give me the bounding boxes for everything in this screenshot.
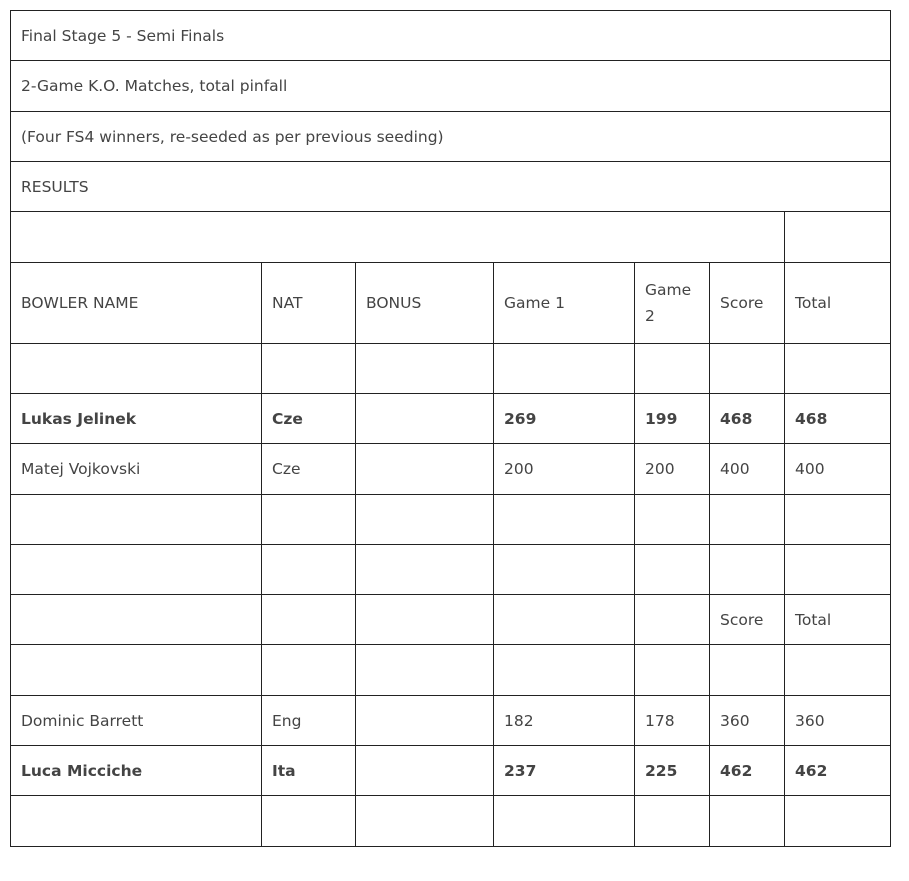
spacer-row <box>11 796 891 847</box>
empty-cell <box>785 212 891 263</box>
results-table <box>10 10 891 847</box>
col-header-nat: NAT <box>262 263 356 344</box>
col-header-total: Total <box>785 263 891 344</box>
results-heading: RESULTS <box>11 162 891 212</box>
stage-title: Final Stage 5 - Semi Finals <box>11 11 891 61</box>
bowler-game2: 200 <box>635 444 710 495</box>
col-header-score: Score <box>710 595 785 645</box>
bowler-game2: 199 <box>635 394 710 444</box>
col-header-game2: Game 2 <box>635 263 710 344</box>
bowler-name: Lukas Jelinek <box>11 394 262 444</box>
header-row <box>11 263 891 344</box>
bowler-game1: 237 <box>494 746 635 796</box>
bowler-bonus <box>356 746 494 796</box>
info-row <box>11 112 891 162</box>
bowler-name: Matej Vojkovski <box>11 444 262 495</box>
seeding-note: (Four FS4 winners, re-seeded as per previous seeding) <box>11 112 891 162</box>
bowler-game1: 200 <box>494 444 635 495</box>
subheader-row <box>11 595 891 645</box>
table-row <box>11 746 891 796</box>
spacer-row <box>11 344 891 394</box>
match-format: 2-Game K.O. Matches, total pinfall <box>11 61 891 112</box>
spacer-row <box>11 495 891 545</box>
empty-cell <box>11 212 785 263</box>
bowler-game2: 178 <box>635 696 710 746</box>
bowler-bonus <box>356 444 494 495</box>
bowler-nat: Cze <box>262 444 356 495</box>
table-row <box>11 696 891 746</box>
col-header-score: Score <box>710 263 785 344</box>
bowler-bonus <box>356 394 494 444</box>
col-header-bonus: BONUS <box>356 263 494 344</box>
bowler-nat: Cze <box>262 394 356 444</box>
bowler-nat: Ita <box>262 746 356 796</box>
bowler-game1: 182 <box>494 696 635 746</box>
bowler-score: 462 <box>710 746 785 796</box>
info-row <box>11 162 891 212</box>
info-row <box>11 11 891 61</box>
bowler-score: 400 <box>710 444 785 495</box>
bowler-name: Dominic Barrett <box>11 696 262 746</box>
bowler-score: 468 <box>710 394 785 444</box>
bowler-total: 400 <box>785 444 891 495</box>
bowler-game2: 225 <box>635 746 710 796</box>
table-row <box>11 444 891 495</box>
bowler-bonus <box>356 696 494 746</box>
bowler-total: 360 <box>785 696 891 746</box>
spacer-row <box>11 212 891 263</box>
col-header-bowler-name: BOWLER NAME <box>11 263 262 344</box>
bowler-score: 360 <box>710 696 785 746</box>
bowler-game1: 269 <box>494 394 635 444</box>
bowler-total: 462 <box>785 746 891 796</box>
spacer-row <box>11 645 891 696</box>
col-header-total: Total <box>785 595 891 645</box>
bowler-nat: Eng <box>262 696 356 746</box>
table-row <box>11 394 891 444</box>
col-header-game1: Game 1 <box>494 263 635 344</box>
bowler-total: 468 <box>785 394 891 444</box>
bowler-name: Luca Micciche <box>11 746 262 796</box>
spacer-row <box>11 545 891 595</box>
info-row <box>11 61 891 112</box>
